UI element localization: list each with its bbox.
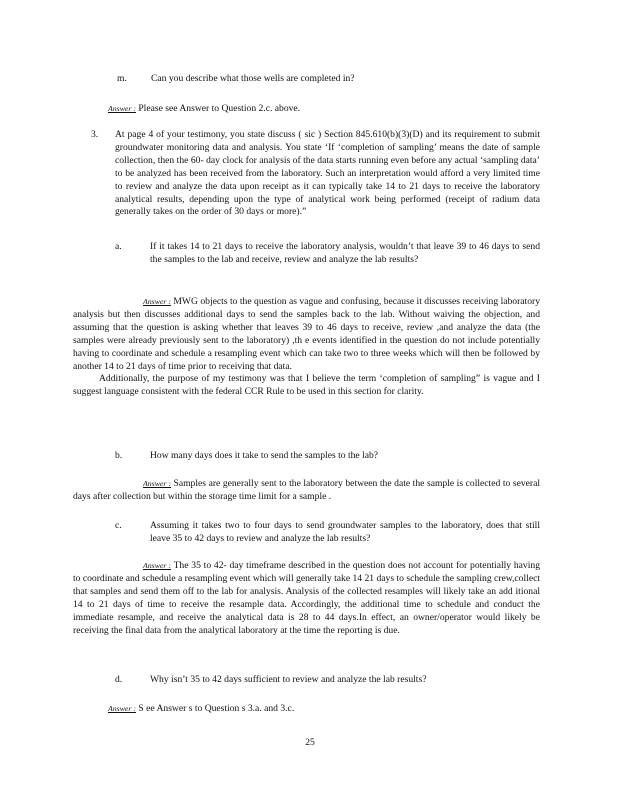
question-3d-marker: d.	[115, 674, 123, 685]
question-m-text: Can you describe what those wells are completed in?	[151, 73, 355, 84]
question-3c-marker: c.	[115, 520, 122, 531]
answer-label: Answer :	[143, 479, 171, 488]
answer-label: Answer :	[108, 104, 136, 113]
question-3b-text: How many days does it take to send the samples to the lab?	[150, 450, 379, 461]
answer-3a-text: MWG objects to the question as vague and confusing, because it discusses receiving laboratory analysis but then discusses additional days to send the samples back to the lab. Without waiving the objection, and assuming that the question is asking whether that leaves 39 to 46 days to receive, review ,and analyze the data (the samples were already previously sent to the laboratory) ,th e events identified in the question do not include potentially having to coordinate and schedule a resampling event which can take two to three weeks which will then be followed by another 14 to 21 days of time prior to receiving that data.	[73, 296, 541, 372]
answer-3b-text: Samples are generally sent to the laboratory between the date the sample is collected to several days after collection but within the storage time limit for a sample .	[73, 478, 540, 502]
question-3d-text: Why isn’t 35 to 42 days sufficient to review and analyze the lab results?	[150, 674, 427, 685]
answer-label: Answer :	[143, 561, 171, 570]
question-3-number: 3.	[91, 129, 99, 140]
answer-3d	[108, 703, 508, 716]
answer-label: Answer :	[108, 704, 136, 713]
answer-3c	[73, 560, 540, 637]
question-3a-text: If it takes 14 to 21 days to receive the laboratory analysis, wouldn’t that leave 39 to 46 days to send the samples to the lab and receive, review and analyze the lab results?	[150, 241, 540, 265]
answer-label: Answer :	[143, 297, 171, 306]
answer-m	[108, 103, 488, 116]
question-3b-marker: b.	[115, 450, 123, 461]
answer-3a-text-2: Additionally, the purpose of my testimony was that I believe the term ‘completion of sampling” is vague and I suggest language consistent with the federal CCR Rule to be used in this section for clarity.	[73, 373, 540, 398]
question-3a-marker: a.	[115, 241, 122, 252]
answer-3d-text: S ee Answer s to Question s 3.a. and 3.c.	[138, 703, 295, 714]
answer-3a	[73, 296, 540, 399]
answer-3c-text: The 35 to 42- day timeframe described in the question does not account for potentially having to coordinate and schedule a resampling event which will generally take 14 21 days to schedule the sampling crew,collect that samples and send them off to the lab for analysis. Analysis of the collected resamples will likely take an add itional 14 to 21 days of time to receive the resample data. Accordingly, the additional time to schedule and conduct the immediate resample, and receive the analytical data is 28 to 44 days.In effect, an owner/operator would likely be receiving the final data from the analytical laboratory at the time the reporting is due.	[73, 560, 540, 636]
question-3-text: At page 4 of your testimony, you state discuss ( sic ) Section 845.610(b)(3)(D) and its requirement to submit groundwater monitoring data and analysis. You state ‘If ‘completion of sampling’ means the date of sample collection, then the 60- day clock for analysis of the data starts running even before any actual ‘sampling data’ to be analyzed has been received from the laboratory. Such an interpretation would afford a very limited time to review and analyze the data upon receipt as it can typically take 14 to 21 days to receive the laboratory analytical results, depending upon the type of analytical work being performed (receipt of radium data generally takes on the order of 30 days or more).”	[115, 129, 540, 218]
question-3c-text: Assuming it takes two to four days to send groundwater samples to the laboratory, does that still leave 35 to 42 days to review and analyze the lab results?	[150, 520, 540, 544]
question-m-marker: m.	[117, 73, 127, 84]
answer-3b	[73, 478, 540, 504]
answer-m-text: Please see Answer to Question 2.c. above.	[138, 103, 301, 114]
page-number: 25	[305, 737, 315, 748]
